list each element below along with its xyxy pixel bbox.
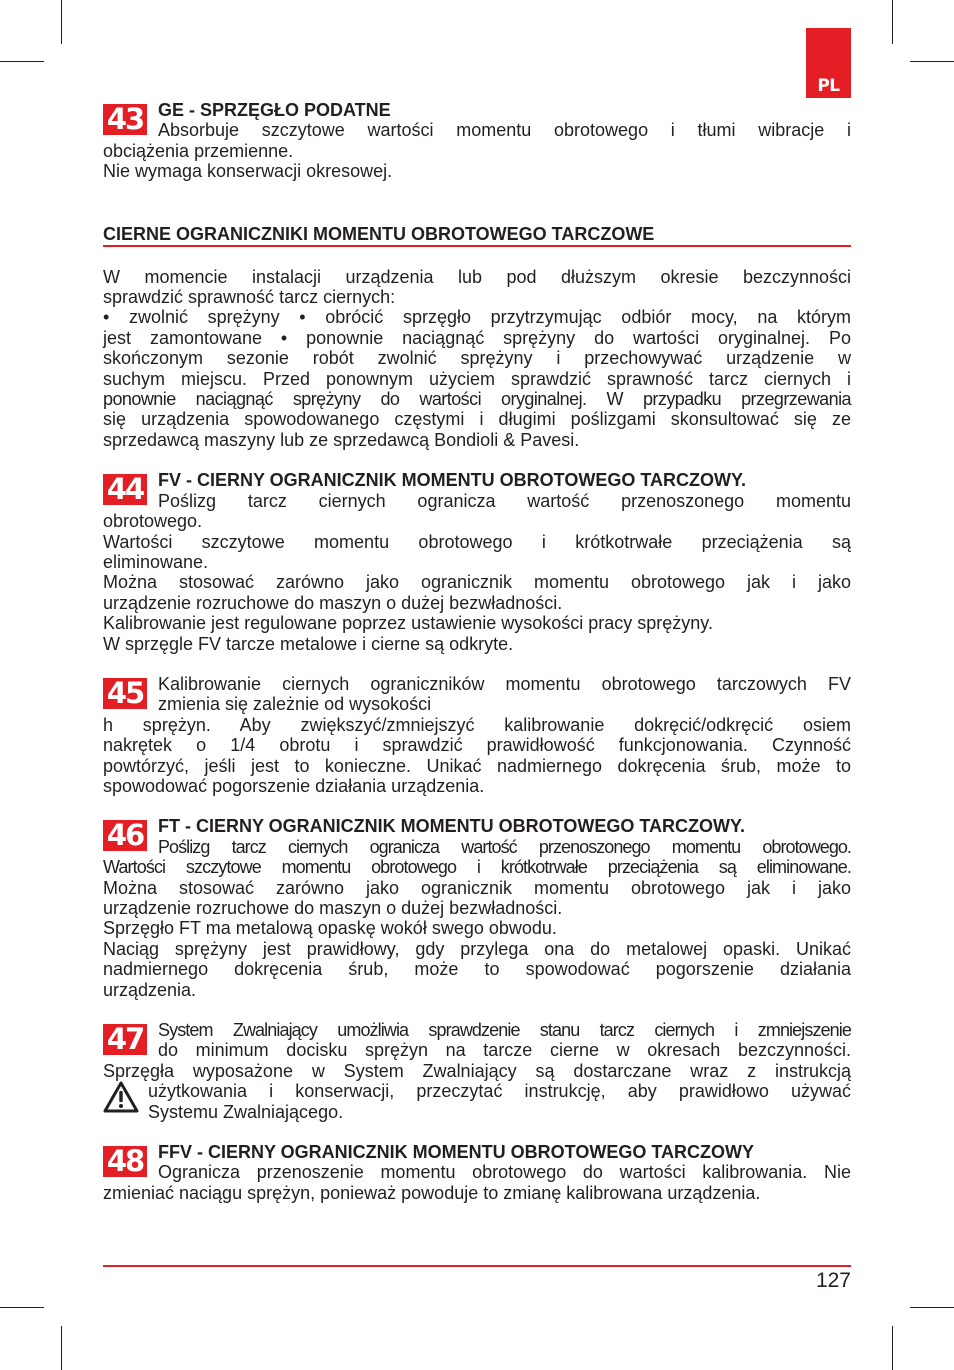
section-heading: CIERNE OGRANICZNIKI MOMENTU OBROTOWEGO TARCZOWE xyxy=(103,224,851,247)
section-number-badge: 44 xyxy=(103,474,147,505)
page-number: 127 xyxy=(815,1269,851,1292)
footer-rule xyxy=(103,1265,851,1267)
text-line: ponownie naciągnąć sprężyny do wartości oryginalnej. W przypadku przegrzewania xyxy=(103,389,851,410)
section-44 xyxy=(103,470,851,654)
crop-mark xyxy=(892,1326,893,1370)
intro-paragraph xyxy=(103,267,851,451)
text-line: nakrętek o 1/4 obrotu i sprawdzić prawidłowość funkcjonowania. Czynność xyxy=(103,735,851,756)
text-line: W momencie instalacji urządzenia lub pod dłuższym okresie bezczynności xyxy=(103,266,851,287)
crop-mark xyxy=(61,0,62,44)
text-line: Ogranicza przenoszenie momentu obrotowego do wartości kalibrowania. Nie xyxy=(158,1162,851,1183)
section-number-badge: 45 xyxy=(103,678,147,709)
text-line: do minimum docisku sprężyn na tarcze cierne w okresach bezczynności. xyxy=(158,1040,851,1061)
text-line: powtórzyć, jeśli jest to konieczne. Unikać nadmiernego dokręcenia śrub, może to xyxy=(103,755,851,776)
text-line: Wartości szczytowe momentu obrotowego i krótkotrwałe przeciążenia są xyxy=(103,531,851,552)
section-number-badge: 48 xyxy=(103,1146,147,1177)
text-line: Kalibrowanie ciernych ograniczników momentu obrotowego tarczowych FV xyxy=(158,673,851,694)
section-title: FFV - CIERNY OGRANICZNIK MOMENTU OBROTOWEGO TARCZOWY xyxy=(158,1142,754,1163)
section-48 xyxy=(103,1142,851,1203)
text-line: urządzenie rozruchowe do maszyn o dużej bezwładności. xyxy=(103,592,563,613)
text-line: suchym miejscu. Przed ponownym użyciem sprawdzić sprawność tarcz ciernych i xyxy=(103,368,851,389)
warning-icon xyxy=(103,1081,139,1113)
text-line: Systemu Zwalniającego. xyxy=(148,1101,344,1122)
text-line: użytkowania i konserwacji, przeczytać instrukcję, aby prawidłowo używać xyxy=(148,1081,851,1102)
section-title: FV - CIERNY OGRANICZNIK MOMENTU OBROTOWEGO TARCZOWY. xyxy=(158,470,746,491)
text-line: Absorbuje szczytowe wartości momentu obrotowego i tłumi wibracje i xyxy=(158,120,851,141)
text-line: skończonym sezonie robót zwolnić sprężyny i przechowywać urządzenie w xyxy=(103,348,851,369)
text-line: Naciąg sprężyny jest prawidłowy, gdy przylega ona do metalowej opaski. Unikać xyxy=(103,938,851,959)
text-line: obciążenia przemienne. xyxy=(103,140,294,161)
text-line: Sprzęgło FT ma metalową opaskę wokół swego obwodu. xyxy=(103,918,557,939)
text-line: Poślizg tarcz ciernych ogranicza wartość przenoszonego momentu xyxy=(158,490,851,511)
crop-mark xyxy=(910,61,954,62)
text-line: zmieniać naciągu sprężyn, ponieważ powoduje to zmianę kalibrowana urządzenia. xyxy=(103,1182,761,1203)
text-line: eliminowane. xyxy=(103,551,209,572)
crop-mark xyxy=(910,1307,954,1308)
text-line: obrotowego. xyxy=(103,511,203,532)
text-line: sprawdzić sprawność tarcz ciernych: xyxy=(103,287,396,308)
text-line: Można stosować zarówno jako ogranicznik momentu obrotowego jak i jako xyxy=(103,572,851,593)
text-line: h sprężyn. Aby zwiększyć/zmniejszyć kalibrowanie dokręcić/odkręcić osiem xyxy=(103,714,851,735)
section-43 xyxy=(103,100,851,182)
text-line: Poślizg tarcz ciernych ogranicza wartość przenoszonego momentu obrotowego. xyxy=(158,836,851,857)
text-line: zmienia się zależnie od wysokości xyxy=(158,694,432,715)
section-46 xyxy=(103,816,851,1000)
text-line: Kalibrowanie jest regulowane poprzez ustawienie wysokości pracy sprężyny. xyxy=(103,613,713,634)
page-content xyxy=(103,100,851,1203)
crop-mark xyxy=(0,1307,44,1308)
text-line: Wartości szczytowe momentu obrotowego i krótkotrwałe przeciążenia są eliminowane. xyxy=(103,857,851,878)
text-line: System Zwalniający umożliwia sprawdzenie stanu tarcz ciernych i zmniejszenie xyxy=(158,1020,851,1041)
section-number-badge: 43 xyxy=(103,104,147,135)
text-line: jest zamontowane • ponownie naciągnąć sprężyny do wartości oryginalnej. Po xyxy=(103,327,851,348)
text-line: się urządzenia spowodowanego częstymi i długimi poślizgami skonsultować się ze xyxy=(103,409,851,430)
crop-mark xyxy=(61,1326,62,1370)
text-line: urządzenia. xyxy=(103,979,197,1000)
text-line: W sprzęgle FV tarcze metalowe i cierne są odkryte. xyxy=(103,633,514,654)
text-line: Można stosować zarówno jako ogranicznik momentu obrotowego jak i jako xyxy=(103,877,851,898)
crop-mark xyxy=(0,61,44,62)
section-45 xyxy=(103,674,851,796)
text-line: sprzedawcą maszyny lub ze sprzedawcą Bondioli & Pavesi. xyxy=(103,429,580,450)
section-title: GE - SPRZĘGŁO PODATNE xyxy=(158,100,391,120)
text-line: Nie wymaga konserwacji okresowej. xyxy=(103,161,393,182)
section-number-badge: 46 xyxy=(103,820,147,851)
section-47 xyxy=(103,1020,851,1122)
text-line: • zwolnić sprężyny • obrócić sprzęgło przytrzymując odbiór mocy, na którym xyxy=(103,307,851,328)
section-number-badge: 47 xyxy=(103,1024,147,1055)
section-title: FT - CIERNY OGRANICZNIK MOMENTU OBROTOWEGO TARCZOWY. xyxy=(158,816,745,837)
text-line: urządzenie rozruchowe do maszyn o dużej bezwładności. xyxy=(103,898,563,918)
text-line: nadmiernego dokręcenia śrub, może to spowodować pogorszenie działania xyxy=(103,959,851,980)
text-line: Sprzęgła wyposażone w System Zwalniający są dostarczane wraz z instrukcją xyxy=(103,1060,851,1081)
text-line: spowodować pogorszenie działania urządzenia. xyxy=(103,775,485,796)
crop-mark xyxy=(892,0,893,44)
language-tab: PL xyxy=(806,28,851,98)
